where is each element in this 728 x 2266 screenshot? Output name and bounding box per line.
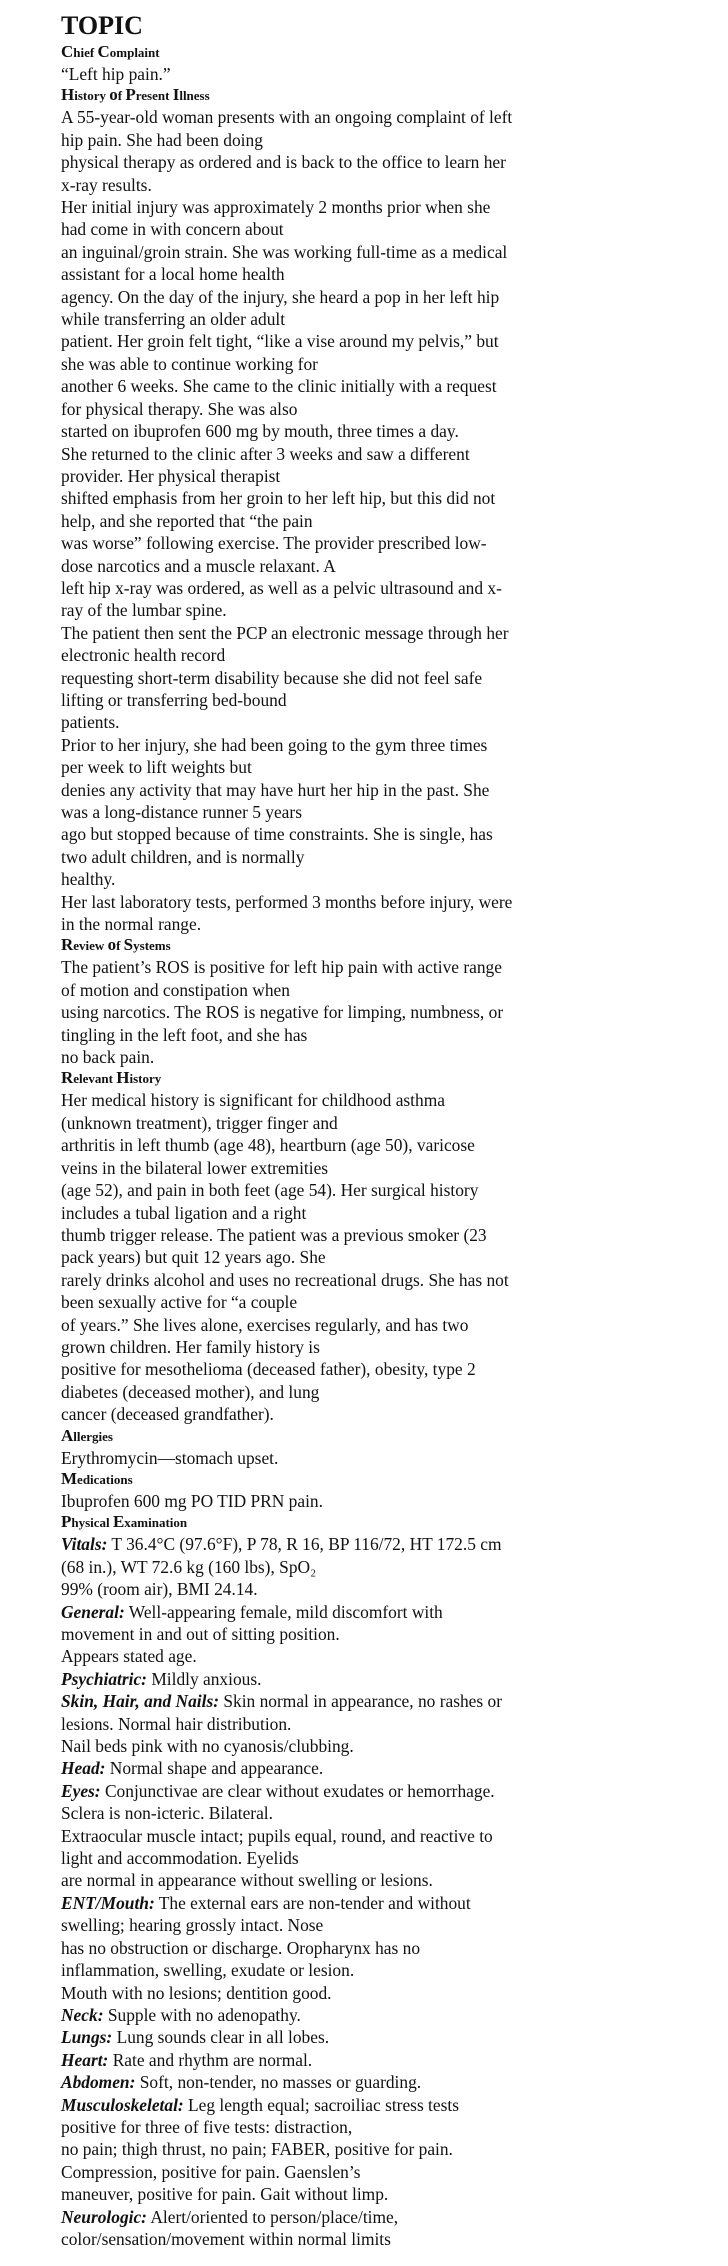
text-line: tingling in the left foot, and she has [61, 1024, 308, 1045]
text-line: Erythromycin—stomach upset. [61, 1447, 279, 1468]
text-line: ray of the lumbar spine. [61, 600, 227, 621]
exam-label: Musculoskeletal: [61, 2094, 184, 2115]
exam-text: no pain; thigh thrust, no pain; FABER, positive for pain. [61, 2139, 453, 2160]
text-line [61, 2206, 581, 2228]
section-heading: Allergies [61, 1425, 113, 1445]
text-line: She returned to the clinic after 3 weeks and saw a different [61, 443, 470, 464]
text-line [61, 2161, 581, 2183]
text-line: The patient then sent the PCP an electronic message through her [61, 622, 509, 643]
text-line: Her initial injury was approximately 2 months prior when she [61, 197, 491, 218]
text-line [61, 1847, 581, 1869]
text-line: of years.” She lives alone, exercises regularly, and has two [61, 1314, 469, 1335]
allergies-section [61, 1426, 581, 1469]
text-line: includes a tubal ligation and a right [61, 1202, 307, 1223]
text-line: veins in the bilateral lower extremities [61, 1157, 329, 1178]
text-line: rarely drinks alcohol and uses no recreational drugs. She has not [61, 1269, 509, 1290]
text-line [61, 2138, 581, 2160]
exam-text: has no obstruction or discharge. Oropharynx has no [61, 1937, 421, 1958]
text-line [61, 1959, 581, 1981]
exam-text: Compression, positive for pain. Gaenslen’s [61, 2161, 361, 2182]
section-body [61, 1490, 581, 1512]
text-line: electronic health record [61, 645, 226, 666]
text-line [61, 2183, 581, 2205]
exam-label: Vitals: [61, 1534, 108, 1555]
text-line: assistant for a local home health [61, 264, 285, 285]
exam-text: Nail beds pink with no cyanosis/clubbing. [61, 1736, 354, 1757]
text-line: of motion and constipation when [61, 979, 290, 1000]
section-heading: Medications [61, 1468, 133, 1488]
exam-label: General: [61, 1601, 125, 1622]
text-line: shifted emphasis from her groin to her left hip, but this did not [61, 488, 496, 509]
text-line [61, 1601, 581, 1623]
text-line: had come in with concern about [61, 219, 284, 240]
exam-label: Lungs: [61, 2027, 113, 2048]
exam-text: positive for three of five tests: distraction, [61, 2116, 353, 2137]
section-body [61, 956, 581, 1068]
medications-section [61, 1469, 581, 1512]
text-line: requesting short-term disability because she did not feel safe [61, 667, 483, 688]
text-line: been sexually active for “a couple [61, 1292, 298, 1313]
text-line: another 6 weeks. She came to the clinic initially with a request [61, 376, 497, 397]
section-body [61, 1447, 581, 1469]
section-heading: Review of Systems [61, 935, 171, 955]
text-line [61, 1578, 581, 1600]
exam-label: Psychiatric: [61, 1668, 147, 1689]
history-present-illness-section [61, 85, 581, 935]
exam-text: Sclera is non-icteric. Bilateral. [61, 1803, 273, 1824]
exam-label: Head: [61, 1758, 106, 1779]
text-line: was worse” following exercise. The provider prescribed low- [61, 533, 487, 554]
text-line: left hip x-ray was ordered, as well as a pelvic ultrasound and x- [61, 577, 502, 598]
section-heading: Chief Complaint [61, 42, 160, 61]
section-body [61, 1533, 581, 2250]
exam-text: swelling; hearing grossly intact. Nose [61, 1915, 324, 1936]
text-line: in the normal range. [61, 914, 202, 935]
text-line [61, 1690, 581, 1712]
exam-text: Conjunctivae are clear without exudates or hemorrhage. [100, 1780, 495, 1801]
exam-text: Extraocular muscle intact; pupils equal, round, and reactive to [61, 1825, 493, 1846]
text-line: no back pain. [61, 1047, 155, 1068]
text-line: using narcotics. The ROS is negative for limping, numbness, or [61, 1002, 504, 1023]
exam-text: Soft, non-tender, no masses or guarding. [135, 2072, 422, 2093]
text-line: (unknown treatment), trigger finger and [61, 1112, 338, 1133]
text-line [61, 1623, 581, 1645]
exam-label: Abdomen: [61, 2072, 136, 2093]
text-line [61, 1825, 581, 1847]
text-line: while transferring an older adult [61, 309, 286, 330]
text-line [61, 1735, 581, 1757]
exam-text: lesions. Normal hair distribution. [61, 1713, 292, 1734]
text-line: dose narcotics and a muscle relaxant. A [61, 555, 336, 576]
exam-label: ENT/Mouth: [61, 1892, 155, 1913]
text-line: “Left hip pain.” [61, 64, 171, 84]
text-line [61, 1757, 581, 1779]
text-line: help, and she reported that “the pain [61, 510, 313, 531]
text-line: lifting or transferring bed-bound [61, 689, 287, 710]
text-line: arthritis in left thumb (age 48), heartburn (age 50), varicose [61, 1135, 475, 1156]
text-line: A 55-year-old woman presents with an ongoing complaint of left [61, 107, 513, 128]
text-line: two adult children, and is normally [61, 846, 305, 867]
exam-text: Lung sounds clear in all lobes. [112, 2027, 330, 2048]
text-line [61, 2094, 581, 2116]
exam-text: Mouth with no lesions; dentition good. [61, 1982, 332, 2003]
exam-text: The external ears are non-tender and without [154, 1892, 471, 1913]
text-line: for physical therapy. She was also [61, 398, 298, 419]
text-line: Her medical history is significant for childhood asthma [61, 1090, 445, 1111]
exam-label: Neurologic: [61, 2206, 147, 2227]
exam-text: color/sensation/movement within normal limits [61, 2228, 391, 2249]
text-line [61, 2049, 581, 2071]
text-line: physical therapy as ordered and is back to the office to learn her [61, 152, 506, 173]
text-line: Prior to her injury, she had been going to the gym three times [61, 734, 488, 755]
text-line: an inguinal/groin strain. She was working full-time as a medical [61, 241, 508, 262]
text-line: per week to lift weights but [61, 757, 252, 778]
text-line: cancer (deceased grandfather). [61, 1404, 274, 1425]
exam-text: are normal in appearance without swelling or lesions. [61, 1870, 433, 1891]
text-line: positive for mesothelioma (deceased father), obesity, type 2 [61, 1359, 476, 1380]
text-line [61, 1937, 581, 1959]
text-line [61, 2004, 581, 2026]
exam-text: Alert/oriented to person/place/time, [146, 2206, 399, 2227]
review-of-systems-section [61, 935, 581, 1068]
section-heading: History of Present Illness [61, 85, 210, 105]
text-line [61, 1802, 581, 1824]
text-line: patient. Her groin felt tight, “like a vise around my pelvis,” but [61, 331, 499, 352]
text-line [61, 1533, 581, 1555]
section-body [61, 1089, 581, 1425]
text-line [61, 1982, 581, 2004]
text-line: hip pain. She had been doing [61, 129, 263, 150]
exam-label: Eyes: [61, 1780, 101, 1801]
text-line [61, 1914, 581, 1936]
text-line: The patient’s ROS is positive for left hip pain with active range [61, 957, 502, 978]
exam-text: movement in and out of sitting position. [61, 1624, 340, 1644]
exam-text: (68 in.), WT 72.6 kg (160 lbs), SpO₂ [61, 1556, 317, 1577]
exam-text: Supple with no adenopathy. [103, 2004, 301, 2025]
text-line: agency. On the day of the injury, she heard a pop in her left hip [61, 286, 500, 307]
exam-text: maneuver, positive for pain. Gait without limp. [61, 2184, 389, 2205]
exam-text: Leg length equal; sacroiliac stress tests [183, 2094, 459, 2115]
text-line [61, 2026, 581, 2048]
section-body [61, 63, 581, 85]
text-line: provider. Her physical therapist [61, 465, 281, 486]
exam-text: Well-appearing female, mild discomfort with [124, 1601, 443, 1622]
exam-text: Appears stated age. [61, 1646, 197, 1667]
text-line [61, 1713, 581, 1735]
text-line: healthy. [61, 869, 116, 890]
text-line: she was able to continue working for [61, 353, 318, 374]
relevant-history-section [61, 1068, 581, 1425]
exam-text: light and accommodation. Eyelids [61, 1848, 299, 1869]
exam-text: Mildly anxious. [146, 1668, 262, 1689]
text-line [61, 1892, 581, 1914]
text-line: Ibuprofen 600 mg PO TID PRN pain. [61, 1490, 323, 1511]
exam-text: Normal shape and appearance. [105, 1758, 324, 1779]
text-line: Her last laboratory tests, performed 3 months before injury, were [61, 891, 513, 912]
exam-text: Skin normal in appearance, no rashes or [219, 1691, 503, 1712]
text-line: (age 52), and pain in both feet (age 54). Her surgical history [61, 1180, 479, 1201]
text-line: ago but stopped because of time constraints. She is single, has [61, 824, 493, 845]
text-line [61, 1668, 581, 1690]
text-line: pack years) but quit 12 years ago. She [61, 1247, 326, 1268]
physical-examination-section [61, 1512, 581, 2250]
exam-label: Neck: [61, 2004, 104, 2025]
text-line: x-ray results. [61, 174, 152, 195]
text-line: denies any activity that may have hurt her hip in the past. She [61, 779, 490, 800]
section-body [61, 106, 581, 935]
document-title: TOPIC [61, 11, 143, 40]
exam-text: inflammation, swelling, exudate or lesion. [61, 1960, 355, 1981]
text-line [61, 2071, 581, 2093]
text-line: diabetes (deceased mother), and lung [61, 1381, 320, 1402]
text-line: grown children. Her family history is [61, 1336, 320, 1357]
text-line: was a long-distance runner 5 years [61, 802, 302, 822]
section-heading: Physical Examination [61, 1512, 188, 1532]
exam-text: 99% (room air), BMI 24.14. [61, 1579, 258, 1600]
text-line: thumb trigger release. The patient was a previous smoker (23 [61, 1224, 487, 1245]
text-line: patients. [61, 712, 120, 733]
text-line [61, 1556, 581, 1578]
text-line [61, 1780, 581, 1802]
chief-complaint-section [61, 42, 581, 85]
section-heading: Relevant History [61, 1068, 162, 1088]
text-line: started on ibuprofen 600 mg by mouth, three times a day. [61, 421, 459, 442]
exam-text: T 36.4°C (97.6°F), P 78, R 16, BP 116/72, HT 172.5 cm [107, 1534, 502, 1555]
exam-label: Heart: [61, 2049, 109, 2070]
text-line [61, 2228, 581, 2250]
text-line [61, 2116, 581, 2138]
text-line [61, 1645, 581, 1667]
exam-text: Rate and rhythm are normal. [108, 2049, 313, 2070]
exam-label: Skin, Hair, and Nails: [61, 1691, 220, 1712]
text-line [61, 1869, 581, 1891]
